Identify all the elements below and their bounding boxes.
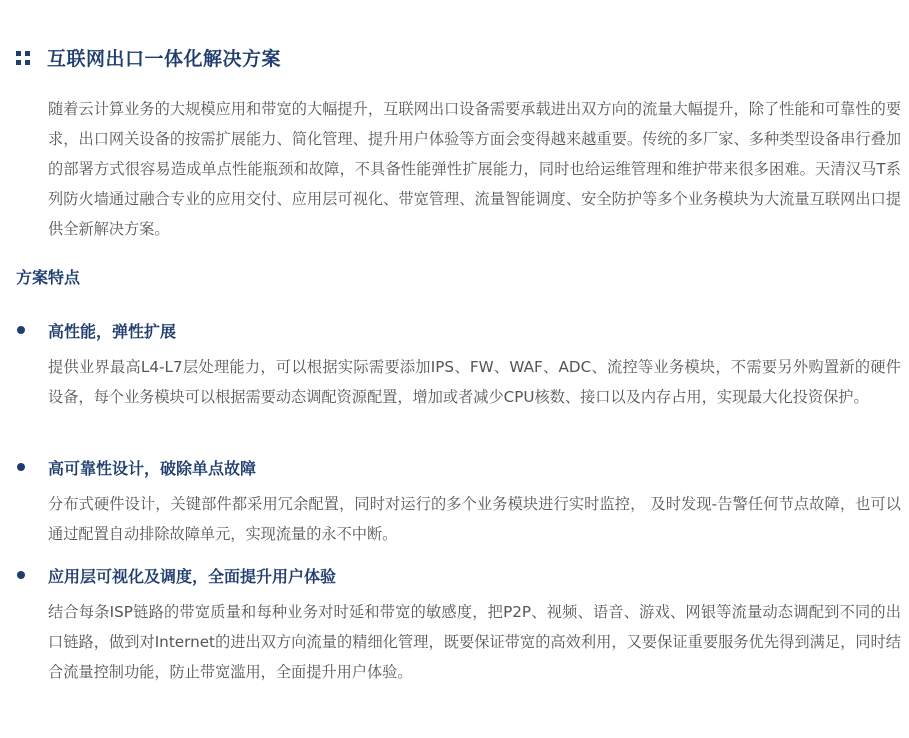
feature-title: 高可靠性设计，破除单点故障 bbox=[48, 458, 257, 478]
page-title: 互联网出口一体化解决方案 bbox=[47, 48, 282, 70]
feature-description: 结合每条ISP链路的带宽质量和每种业务对时延和带宽的敏感度，把P2P、视频、语音、游戏、网银等流量动态调配到不同的出口链路，做到对Internet的进出双方向流量的精细化管理，既要保证带宽的高效利用，又要保证重要服务优先得到满足，同时结合流量控制功能，防止带宽滥用，全面提升用户体验。 bbox=[48, 603, 901, 681]
bullet-icon bbox=[17, 463, 25, 471]
grid-icon bbox=[16, 51, 30, 65]
intro-paragraph: 随着云计算业务的大规模应用和带宽的大幅提升，互联网出口设备需要承载进出双方向的流量大幅提升，除了性能和可靠性的要求，出口网关设备的按需扩展能力、简化管理、提升用户体验等方面会变得越来越重要。传统的多厂家、多种类型设备串行叠加的部署方式很容易造成单点性能瓶颈和故障，不具备性能弹性扩展能力，同时也给运维管理和维护带来很多困难。天清汉马T系列防火墙通过融合专业的应用交付、应用层可视化、带宽管理、流量智能调度、安全防护等多个业务模块为大流量互联网出口提供全新解决方案。 bbox=[48, 100, 901, 238]
feature-item bbox=[16, 563, 901, 687]
page-header bbox=[16, 44, 281, 71]
feature-title: 应用层可视化及调度，全面提升用户体验 bbox=[48, 566, 337, 586]
feature-item bbox=[16, 455, 901, 549]
feature-description: 分布式硬件设计，关键部件都采用冗余配置，同时对运行的多个业务模块进行实时监控， 及时发现-告警任何节点故障，也可以通过配置自动排除故障单元，实现流量的永不中断。 bbox=[48, 495, 901, 543]
feature-description: 提供业界最高L4-L7层处理能力，可以根据实际需要添加IPS、FW、WAF、ADC、流控等业务模块，不需要另外购置新的硬件设备，每个业务模块可以根据需要动态调配资源配置，增加或者减少CPU核数、接口以及内存占用，实现最大化投资保护。 bbox=[48, 358, 901, 406]
section-title: 方案特点 bbox=[16, 268, 81, 287]
bullet-icon bbox=[17, 326, 25, 334]
bullet-icon bbox=[17, 571, 25, 579]
feature-item bbox=[16, 318, 901, 412]
feature-title: 高性能，弹性扩展 bbox=[48, 321, 177, 341]
